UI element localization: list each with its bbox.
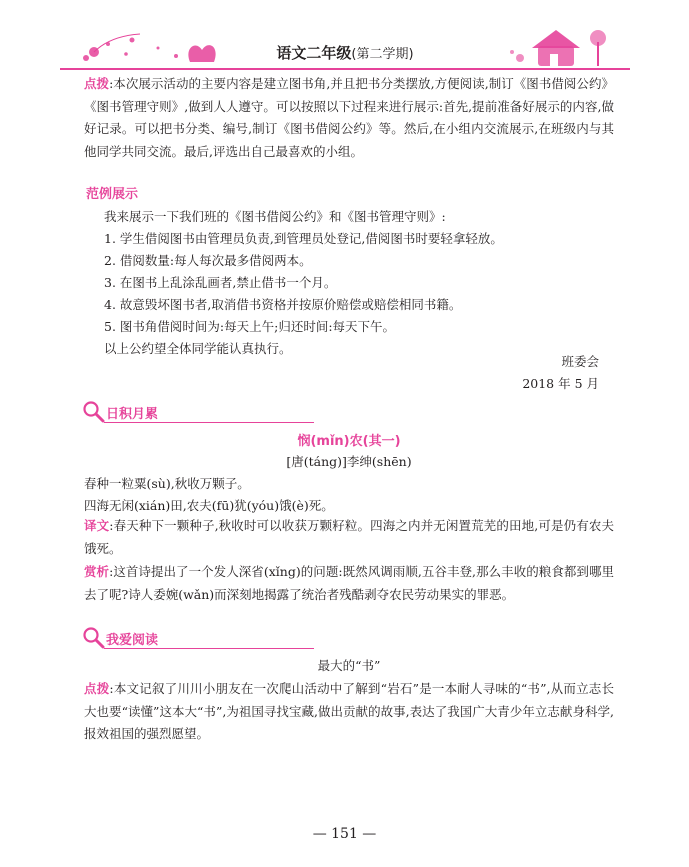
- reading-tip-label: 点拨: [84, 681, 110, 696]
- appreciation-label: 赏析: [84, 564, 110, 579]
- page-header: [60, 22, 630, 68]
- example-heading-text: 范例展示: [86, 187, 139, 202]
- magnifier-icon: [82, 626, 106, 650]
- signature-date: 2018 年 5 月: [522, 376, 599, 391]
- tip-paragraph: [84, 73, 614, 163]
- magnifier-icon: [82, 400, 106, 424]
- book-title: 语文二年级: [276, 44, 352, 62]
- reading-tip-paragraph: [84, 678, 614, 746]
- translation-text: :春天种下一颗种子,秋收时可以收获万颗籽粒。四海之内并无闲置荒芜的田地,可是仍有农夫饿死。: [84, 518, 614, 556]
- section-underline: [104, 422, 314, 423]
- poem-author: [唐(táng)]李绅(shēn): [286, 454, 412, 469]
- header-divider: [60, 68, 630, 70]
- signature: 班委会: [561, 354, 599, 369]
- rule-item: 2. 借阅数量:每人每次最多借阅两本。: [104, 253, 312, 268]
- house-decoration-icon: [502, 22, 622, 68]
- example-intro: 我来展示一下我们班的《图书借阅公约》和《图书管理守则》:: [104, 209, 446, 224]
- tip-label: 点拨: [84, 76, 110, 91]
- reading-tip-text: :本文记叙了川川小朋友在一次爬山活动中了解到“岩石”是一本耐人寻味的“书”,从而立志长大也要“读懂”这本大“书”,为祖国寻找宝藏,做出贡献的故事,表达了我国广大青少年立志献身科学,报效祖国的强烈愿望。: [84, 681, 614, 742]
- poem-title-text: 悯(mǐn)农(其一): [297, 434, 401, 449]
- rule-item: 4. 故意毁坏图书者,取消借书资格并按原价赔偿或赔偿相同书籍。: [104, 297, 462, 312]
- poem-line: 四海无闲(xián)田,农夫(fū)犹(yóu)饿(è)死。: [84, 498, 334, 513]
- translation-label: 译文: [84, 518, 110, 533]
- page-number: — 151 —: [312, 826, 377, 842]
- book-subtitle: (第二学期): [351, 47, 414, 62]
- translation-paragraph: [84, 515, 614, 560]
- appreciation-text: :这首诗提出了一个发人深省(xǐng)的问题:既然风调雨顺,五谷丰登,那么丰收的粮食都到哪里去了呢?诗人委婉(wǎn)而深刻地揭露了统治者残酷剥夺农民劳动果实的罪恶。: [84, 564, 614, 602]
- poem-line: 春种一粒粟(sù),秋收万颗子。: [84, 476, 250, 491]
- tip-text: :本次展示活动的主要内容是建立图书角,并且把书分类摆放,方便阅读,制订《图书借阅公约》《图书管理守则》,做到人人遵守。可以按照以下过程来进行展示:首先,提前准备好展示的内容,做好记录。可以把书分类、编号,制订《图书借阅公约》等。然后,在小组内交流展示,在班级内与其他同学共同交流。最后,评选出自己最喜欢的小组。: [84, 76, 614, 159]
- poem-title: [84, 430, 614, 449]
- section-title: 我爱阅读: [106, 633, 159, 648]
- section-underline: [104, 648, 314, 649]
- rule-item: 1. 学生借阅图书由管理员负责,到管理员处登记,借阅图书时要轻拿轻放。: [104, 231, 503, 246]
- reading-title: 最大的“书”: [317, 658, 381, 673]
- example-heading: [86, 183, 138, 206]
- example-closing: 以上公约望全体同学能认真执行。: [104, 341, 292, 356]
- section-title: 日积月累: [106, 407, 159, 422]
- appreciation-paragraph: [84, 561, 614, 606]
- rule-item: 5. 图书角借阅时间为:每天上午;归还时间:每天下午。: [104, 319, 396, 334]
- rule-item: 3. 在图书上乱涂乱画者,禁止借书一个月。: [104, 275, 337, 290]
